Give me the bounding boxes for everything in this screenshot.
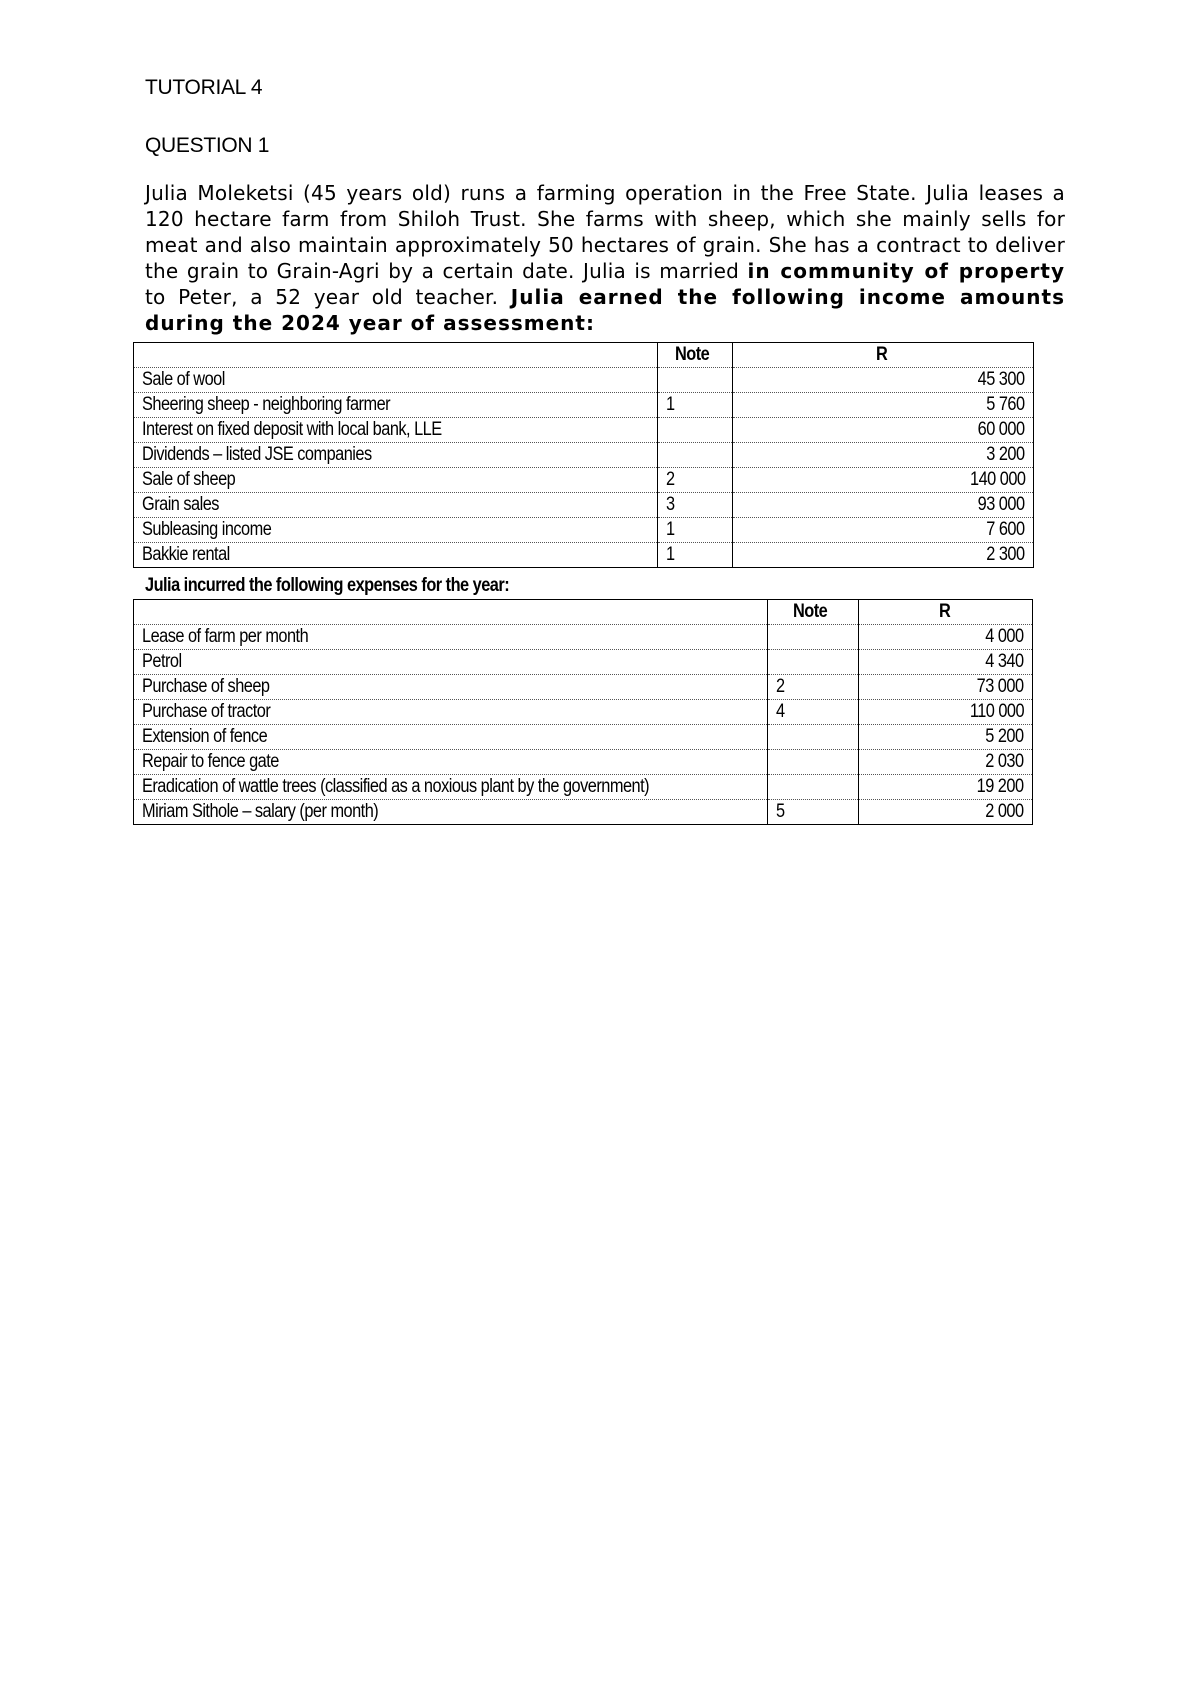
income-amount-cell: [732, 443, 1033, 468]
table-row: [134, 443, 1034, 468]
table-row: [134, 468, 1034, 493]
income-note-cell: [657, 393, 732, 418]
expense-item-label: Lease of farm per month: [142, 626, 309, 647]
expense-amount-cell: [858, 650, 1032, 675]
document-page: [145, 70, 1065, 336]
expense-item-label: Petrol: [142, 651, 182, 672]
table-row: [134, 368, 1034, 393]
expense-note-value: 2: [775, 676, 785, 697]
income-amount-cell: [732, 493, 1033, 518]
intro-bold-2: Julia earned the following income amounts during the 2024 year of assessment:: [145, 285, 1066, 335]
income-item-label: Bakkie rental: [142, 544, 230, 565]
income-item-cell: [134, 368, 658, 393]
income-amount-value: 7 600: [986, 519, 1025, 540]
expense-amount-cell: [858, 800, 1032, 825]
income-item-cell: [134, 418, 658, 443]
income-amount-cell: [732, 543, 1033, 568]
expense-amount-cell: [858, 675, 1032, 700]
income-item-cell: [134, 518, 658, 543]
income-item-cell: [134, 468, 658, 493]
expense-item-cell: [134, 650, 768, 675]
table-row: [134, 625, 1033, 650]
expense-amount-value: 4 340: [985, 651, 1024, 672]
intro-text-1: Julia Moleketsi (45 years old) runs a farming operation in the Free State. Julia leases a 120 hectare farm from Shiloh Trust. She farms with sheep, which she mainly sells for meat and also maintain approximately 50 hectares of grain. She has a contract to deliver the grain to Grain-Agri by a certain date. Julia is married: [145, 181, 1065, 283]
income-amount-value: 3 200: [986, 444, 1025, 465]
expense-note-cell: [767, 675, 858, 700]
table-row: [134, 418, 1034, 443]
income-amount-cell: [732, 418, 1033, 443]
income-amount-value: 60 000: [978, 419, 1025, 440]
intro-text-2: to Peter, a 52 year old teacher.: [145, 285, 511, 309]
expense-note-cell: [767, 800, 858, 825]
income-table: [133, 342, 1034, 568]
expense-amount-value: 4 000: [985, 626, 1024, 647]
table-row: [134, 493, 1034, 518]
tutorial-title: TUTORIAL 4: [145, 76, 263, 99]
income-note-cell: [657, 418, 732, 443]
expense-table-body: [134, 600, 1033, 825]
expense-item-cell: [134, 625, 768, 650]
expense-header-item: [134, 600, 768, 625]
expense-amount-value: 2 030: [985, 751, 1024, 772]
expense-item-cell: [134, 775, 768, 800]
income-header-note-label: Note: [674, 344, 709, 365]
income-item-label: Grain sales: [142, 494, 219, 515]
expense-item-cell: [134, 700, 768, 725]
income-header-item: [134, 343, 658, 368]
income-item-cell: [134, 393, 658, 418]
expense-amount-cell: [858, 625, 1032, 650]
expense-note-cell: [767, 775, 858, 800]
income-item-label: Sheering sheep - neighboring farmer: [142, 394, 391, 415]
expense-table: [133, 599, 1033, 825]
income-amount-cell: [732, 393, 1033, 418]
income-note-cell: [657, 543, 732, 568]
expenses-heading: Julia incurred the following expenses for the year:: [145, 575, 510, 596]
expense-note-cell: [767, 625, 858, 650]
income-header-amount: [732, 343, 1033, 368]
expense-amount-value: 110 000: [969, 701, 1024, 722]
expense-header-note: [767, 600, 858, 625]
income-note-cell: [657, 443, 732, 468]
expense-amount-cell: [858, 725, 1032, 750]
expense-item-cell: [134, 750, 768, 775]
expense-amount-value: 73 000: [977, 676, 1024, 697]
expense-item-label: Miriam Sithole – salary (per month): [142, 801, 379, 822]
expense-amount-value: 2 000: [985, 801, 1024, 822]
income-header-amount-label: R: [876, 344, 888, 365]
intro-paragraph: [145, 180, 1065, 336]
expense-item-label: Eradication of wattle trees (classified as a noxious plant by the government): [142, 776, 650, 797]
expense-header-amount: [858, 600, 1032, 625]
expense-note-cell: [767, 725, 858, 750]
table-row: [134, 700, 1033, 725]
table-row: [134, 518, 1034, 543]
income-amount-cell: [732, 468, 1033, 493]
expense-note-cell: [767, 700, 858, 725]
income-header-note: [657, 343, 732, 368]
table-row: [134, 543, 1034, 568]
income-note-cell: [657, 368, 732, 393]
income-note-value: 2: [665, 469, 675, 490]
income-amount-value: 93 000: [978, 494, 1025, 515]
income-item-label: Subleasing income: [142, 519, 272, 540]
table-row: [134, 675, 1033, 700]
expense-note-value: 5: [775, 801, 785, 822]
income-item-cell: [134, 493, 658, 518]
question-title: QUESTION 1: [145, 134, 270, 157]
income-note-value: 1: [665, 519, 675, 540]
expense-item-label: Extension of fence: [142, 726, 268, 747]
expense-header-note-label: Note: [792, 601, 828, 622]
expense-item-label: Purchase of sheep: [142, 676, 270, 697]
expense-amount-cell: [858, 700, 1032, 725]
expense-item-label: Repair to fence gate: [142, 751, 279, 772]
income-note-value: 1: [665, 544, 675, 565]
table-row: [134, 800, 1033, 825]
expense-item-cell: [134, 800, 768, 825]
table-row: [134, 650, 1033, 675]
income-note-value: 3: [665, 494, 675, 515]
income-amount-value: 45 300: [978, 369, 1025, 390]
income-item-label: Sale of sheep: [142, 469, 236, 490]
expense-amount-value: 5 200: [985, 726, 1024, 747]
table-row: [134, 750, 1033, 775]
income-header-row: [134, 343, 1034, 368]
income-amount-value: 140 000: [969, 469, 1025, 490]
income-item-cell: [134, 543, 658, 568]
income-note-cell: [657, 518, 732, 543]
expense-note-cell: [767, 650, 858, 675]
expense-note-value: 4: [775, 701, 785, 722]
expense-item-label: Purchase of tractor: [142, 701, 271, 722]
income-amount-cell: [732, 518, 1033, 543]
income-note-cell: [657, 493, 732, 518]
expense-amount-value: 19 200: [977, 776, 1024, 797]
table-row: [134, 393, 1034, 418]
expense-header-amount-label: R: [938, 601, 951, 622]
income-amount-value: 5 760: [986, 394, 1025, 415]
income-item-label: Interest on fixed deposit with local bank, LLE: [142, 419, 442, 440]
expense-amount-cell: [858, 775, 1032, 800]
income-amount-cell: [732, 368, 1033, 393]
income-table-body: [134, 343, 1034, 568]
expense-amount-cell: [858, 750, 1032, 775]
table-row: [134, 775, 1033, 800]
expense-note-cell: [767, 750, 858, 775]
income-item-label: Dividends – listed JSE companies: [142, 444, 372, 465]
income-note-value: 1: [665, 394, 675, 415]
expense-item-cell: [134, 675, 768, 700]
table-row: [134, 725, 1033, 750]
income-item-cell: [134, 443, 658, 468]
expense-item-cell: [134, 725, 768, 750]
income-amount-value: 2 300: [986, 544, 1025, 565]
intro-bold-1: in community of property: [747, 259, 1065, 283]
income-note-cell: [657, 468, 732, 493]
income-item-label: Sale of wool: [142, 369, 225, 390]
expense-header-row: [134, 600, 1033, 625]
